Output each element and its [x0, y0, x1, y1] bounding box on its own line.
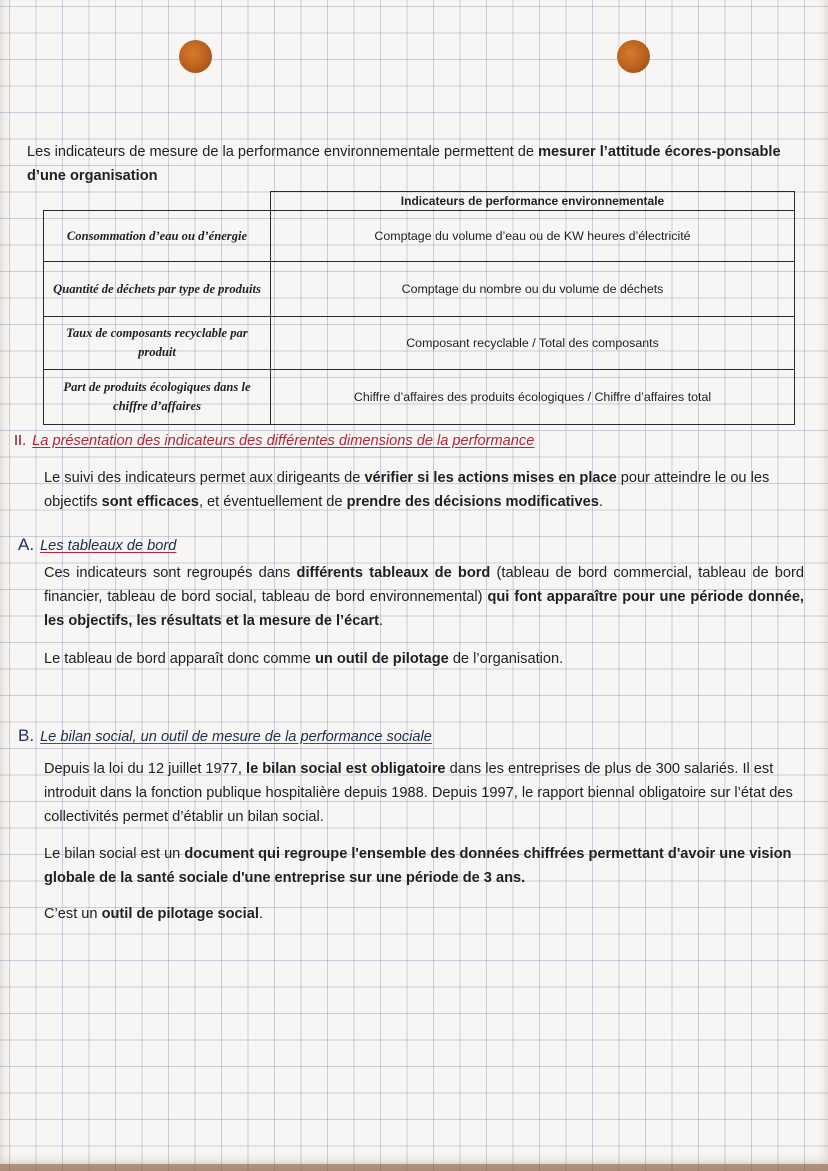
text-run: . [598, 494, 603, 510]
indicator-cell: Taux de composants recyclable par produit [44, 317, 271, 370]
section-a-number: A. [18, 535, 35, 554]
text-run: C’est un [44, 906, 102, 922]
punch-hole-left [179, 40, 212, 73]
bold-run: outil de pilotage social [101, 906, 259, 922]
text-run: , et éventuellement de [198, 494, 347, 510]
section-a-paragraph-2 [44, 647, 804, 671]
section-b-paragraph-3 [44, 902, 804, 926]
environmental-indicators-table [43, 191, 795, 425]
section-ii-number: II. [14, 433, 27, 449]
section-b-number: B. [18, 726, 35, 745]
section-a-title: Les tableaux de bord [40, 538, 177, 554]
measure-cell: Composant recyclable / Total des composants [271, 317, 795, 370]
table-header: Indicateurs de performance environnementale [271, 192, 795, 211]
bold-run: document qui regroupe l'ensemble des données chiffrées permettant d'avoir une vision globale de la santé sociale d'une entreprise sur une période de 3 ans. [44, 846, 792, 886]
page-bottom-edge [0, 1164, 828, 1171]
bold-run: sont efficaces [101, 494, 199, 510]
text-run: Ces indicateurs sont regroupés dans [44, 565, 297, 581]
text-run: Depuis la loi du 12 juillet 1977, [44, 761, 247, 777]
table-row [44, 262, 795, 317]
section-b-title: Le bilan social, un outil de mesure de la performance sociale [40, 729, 432, 745]
intro-text: Les indicateurs de mesure de la performance environnementale permettent de [27, 144, 539, 160]
section-b-paragraph-1 [44, 757, 804, 829]
intro-paragraph [27, 140, 807, 188]
table-row [44, 317, 795, 370]
bold-run: le bilan social est obligatoire [246, 761, 446, 777]
bold-run: qui font apparaître pour une période donnée, les objectifs, les résultats et la mesure de l’écart [44, 589, 804, 629]
table-corner-cell [44, 192, 271, 211]
section-a-heading [18, 535, 176, 555]
table-row [44, 211, 795, 262]
section-b-heading [18, 726, 432, 746]
section-ii-heading [14, 433, 534, 449]
text-run: (tableau de bord commercial, tableau de bord financier, tableau de bord social, tableau de bord environnemental) [44, 565, 804, 605]
bold-run: différents tableaux de bord [296, 565, 491, 581]
intro-bold: mesurer l’attitude écores-ponsable d’une organisation [27, 144, 781, 184]
text-run: de l’organisation. [448, 651, 564, 667]
section-ii-paragraph [44, 466, 804, 514]
section-ii-title: La présentation des indicateurs des différentes dimensions de la performance [32, 433, 535, 449]
text-run: Le suivi des indicateurs permet aux dirigeants de [44, 470, 365, 486]
measure-cell: Chiffre d’affaires des produits écologiques / Chiffre d’affaires total [271, 370, 795, 425]
indicator-cell: Part de produits écologiques dans le chiffre d’affaires [44, 370, 271, 425]
text-run: Le bilan social est un [44, 846, 185, 862]
punch-hole-right [617, 40, 650, 73]
text-run: dans les entreprises de plus de 300 salariés. Il est introduit dans la fonction publique hospitalière depuis 1988. Depuis 1997, le rapport biennal obligatoire sur l’état des collectivités permet d’établir un bilan social. [44, 761, 793, 825]
bold-run: vérifier si les actions mises en place [364, 470, 617, 486]
table-row [44, 370, 795, 425]
text-run: . [258, 906, 263, 922]
text-run: pour atteindre le ou les objectifs [44, 470, 770, 510]
indicator-cell: Quantité de déchets par type de produits [44, 262, 271, 317]
text-run: . [379, 613, 384, 629]
indicator-cell: Consommation d’eau ou d’énergie [44, 211, 271, 262]
measure-cell: Comptage du volume d’eau ou de KW heures d’électricité [271, 211, 795, 262]
bold-run: un outil de pilotage [314, 651, 449, 667]
bold-run: prendre des décisions modificatives [346, 494, 599, 510]
section-a-paragraph-1 [44, 561, 804, 633]
measure-cell: Comptage du nombre ou du volume de déchets [271, 262, 795, 317]
section-b-paragraph-2 [44, 842, 804, 890]
text-run: Le tableau de bord apparaît donc comme [44, 651, 315, 667]
